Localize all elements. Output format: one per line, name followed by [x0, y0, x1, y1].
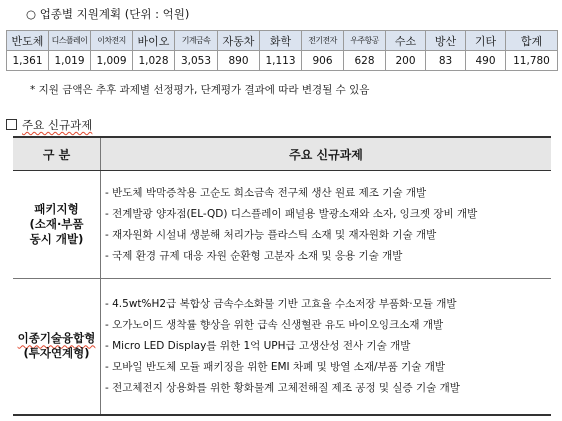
budget-header-cell: 수소 — [386, 31, 426, 51]
task-list — [101, 171, 552, 279]
list-item: - 반도체 박막증착용 고순도 희소금속 전구체 생산 원료 제조 기술 개발 — [105, 186, 427, 199]
task-list — [101, 279, 552, 415]
budget-value-cell: 890 — [218, 51, 260, 71]
budget-header-cell: 디스플레이 — [49, 31, 91, 51]
budget-header-cell: 반도체 — [7, 31, 49, 51]
category-label: 동시 개발) — [29, 232, 84, 246]
category-label: 패키지형 — [34, 202, 79, 216]
budget-header-cell: 화학 — [260, 31, 302, 51]
budget-header-cell: 전기전자 — [302, 31, 344, 51]
list-item: - Micro LED Display를 위한 1억 UPH급 고생산성 전사 기술 개발 — [105, 339, 411, 352]
budget-value-cell: 11,780 — [506, 51, 558, 71]
plan-heading: ○ 업종별 지원계획 (단위 : 억원) — [26, 7, 190, 21]
table-row — [13, 279, 551, 415]
list-item: - 4.5wt%H2급 복합상 금속수소화물 기반 고효율 수소저장 부품화·모듈 개발 — [105, 297, 457, 310]
budget-note: * 지원 금액은 추후 과제별 선정평가, 단계평가 결과에 따라 변경될 수 있음 — [30, 84, 370, 96]
category-label: (투자연계형) — [23, 346, 90, 361]
projects-header-row — [13, 137, 551, 171]
budget-value-cell: 1,113 — [260, 51, 302, 71]
budget-header-cell: 합계 — [506, 31, 558, 51]
category-label: 이종기술융합형 — [17, 331, 96, 346]
category-column-header: 구 분 — [13, 137, 101, 171]
tasks-column-header: 주요 신규과제 — [101, 137, 552, 171]
budget-value-cell: 1,009 — [91, 51, 133, 71]
budget-value-cell: 1,019 — [49, 51, 91, 71]
budget-header-cell: 기계금속 — [175, 31, 218, 51]
list-item: - 국제 환경 규제 대응 자원 순환형 고분자 소재 및 응용 기술 개발 — [105, 249, 403, 262]
budget-header-cell: 바이오 — [133, 31, 175, 51]
category-cell — [13, 279, 101, 415]
budget-header-cell: 이차전지 — [91, 31, 133, 51]
list-item: - 전계발광 양자점(EL-QD) 디스플레이 패널용 발광소재와 소자, 잉크젯 장비 개발 — [105, 207, 478, 220]
budget-value-cell: 200 — [386, 51, 426, 71]
budget-header-cell: 방산 — [426, 31, 466, 51]
budget-value-cell: 3,053 — [175, 51, 218, 71]
list-item: - 모바일 반도체 모듈 패키징을 위한 EMI 차폐 및 방열 소재/부품 기술 개발 — [105, 360, 446, 373]
budget-header-cell: 우주항공 — [344, 31, 386, 51]
budget-value-cell: 1,028 — [133, 51, 175, 71]
list-item: - 오가노이드 생착률 향상을 위한 급속 신생혈관 유도 바이오잉크소재 개발 — [105, 318, 444, 331]
table-row — [13, 171, 551, 279]
section-title-text: 주요 신규과제 — [22, 118, 93, 132]
list-item: - 재자원화 시설내 생분해 처리가능 플라스틱 소재 및 재자원화 기술 개발 — [105, 228, 437, 241]
projects-table — [13, 136, 551, 416]
category-cell — [13, 171, 101, 279]
list-item: - 전고체전지 상용화를 위한 황화물계 고체전해질 제조 공정 및 실증 기술 개발 — [105, 381, 460, 394]
budget-header-row — [7, 31, 558, 51]
budget-value-row — [7, 51, 558, 71]
budget-header-cell: 자동차 — [218, 31, 260, 51]
budget-value-cell: 490 — [466, 51, 506, 71]
budget-table — [6, 30, 558, 71]
budget-header-cell: 기타 — [466, 31, 506, 51]
budget-value-cell: 628 — [344, 51, 386, 71]
category-label: (소재·부품 — [29, 217, 84, 231]
section-title — [6, 117, 92, 133]
budget-value-cell: 906 — [302, 51, 344, 71]
budget-value-cell: 1,361 — [7, 51, 49, 71]
budget-value-cell: 83 — [426, 51, 466, 71]
checkbox-square-icon — [6, 119, 17, 130]
